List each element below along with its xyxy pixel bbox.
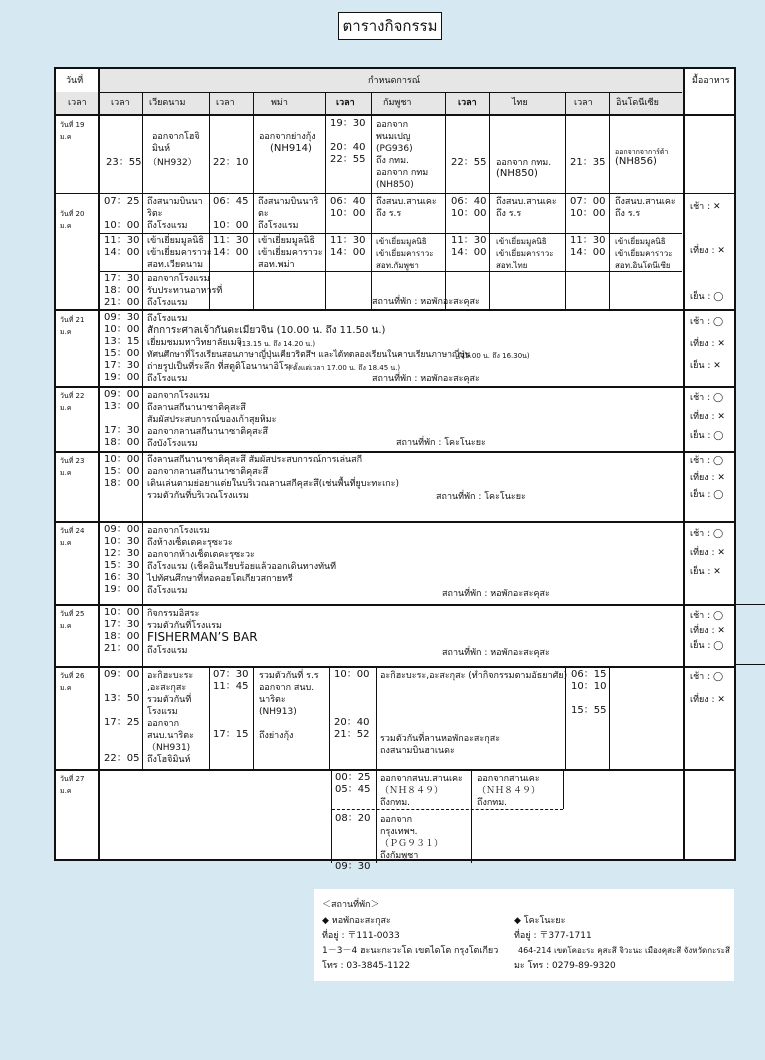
d20a-kh-time: 06：40 10：00 <box>330 196 366 219</box>
d27-time1: 00：25 05：45 <box>335 772 371 795</box>
d21-x1: ถึงโรงแรม <box>147 314 188 324</box>
header-time-id: เวลา <box>574 98 593 108</box>
d20a-mm-text: ถึงสนามบินนาริ ตะ ถึงโรงแรม <box>258 197 319 231</box>
d23-lodging: สถานที่พัก : โคะโนะยะ <box>436 492 526 502</box>
lodging-a-tel: โทร : 03-3845-1122 <box>322 961 411 971</box>
d19-mm-flight: (NH914) <box>270 143 312 154</box>
d20b-vn-time: 11：30 14：00 <box>104 235 140 258</box>
d26a-time: 09：00 13：50 17：25 22：05 <box>104 669 140 764</box>
d20b-id-text: เข้าเยี่ยมมูลนิธิ เข้าเยี่ยมคาราวะ สอท.อินโดนีเซีย <box>615 237 673 270</box>
d19-kh-text: ออกจาก พนมเปญ (PG936) ถึง กทม. ออกจาก กทม (NH850) <box>376 120 429 190</box>
header-country-vn: เวียดนาม <box>149 98 186 108</box>
header-day: วันที่ <box>66 76 84 86</box>
d19-id-flight: (NH856) <box>615 156 657 167</box>
d20a-kh-text: ถึงสนบ.สานเคะ ถึง ร.ร <box>376 197 437 219</box>
d20b-kh-text: เข้าเยี่ยมมูลนิธิ เข้าเยี่ยมคาราวะ สอท.กัมพูชา <box>376 237 434 270</box>
d26b-text: รวมตัวกันที่ ร.ร ออกจาก สนบ. นาริตะ (NH913) ถึงย่างกุ้ง <box>259 671 319 741</box>
header-country-th: ไทย <box>512 98 528 108</box>
day-25: วันที่ 25 ม.ค <box>60 610 85 630</box>
d20a-id-time: 07：00 10：00 <box>570 196 606 219</box>
lodging-b-addr1: ที่อยู่ : 〒377-1711 <box>514 931 592 941</box>
d20b-vn-text: เข้าเยี่ยมมูลนิธิ เข้าเยี่ยมคาราวะ สอท.เวียดนาม <box>147 236 212 270</box>
d21-x3: เยี่ยมชมมหาวิทยาลัยเมจิ <box>147 338 242 348</box>
d20a-vn-text: ถึงสนามบินนา ริตะ ถึงโรงแรม <box>147 197 203 231</box>
d24-lodging: สถานที่พัก : หอพักอะสะคุสะ <box>442 589 550 599</box>
lodging-b-name: ◆ โคะโนะยะ <box>514 916 566 926</box>
schedule-table <box>54 67 736 872</box>
d20a-th-time: 06：40 10：00 <box>451 196 487 219</box>
d21-x6: ถึงโรงแรม <box>147 374 188 384</box>
meal-20-dinner: เย็น : ◯ <box>690 292 724 302</box>
d20b-mm-time: 11：30 14：00 <box>213 235 249 258</box>
day-26: วันที่ 26 ม.ค <box>60 672 85 692</box>
d23-text: ถึงลานสกีนานาซาติคุสะสึ สัมผัสประสบการณ์การเล่นสกี ออกจากลานสกีนานาซาติคุสะสึ เดินเล่นตามย่อยาแต่ยในบริเวณลานสกีคุสะสึ(เช่นพื้นที่ยูบะทะเกะ) รวมตัวกันที่บริเวณโรงแรม <box>147 455 399 501</box>
d20b-mm-text: เข้าเยี่ยมมูลนิธิ เข้าเยี่ยมคาราวะ สอท.พม่า <box>258 236 323 270</box>
d19-id-time: 21：35 <box>570 157 606 168</box>
lodging-info-box <box>314 889 734 981</box>
d20-lodging: สถานที่พัก : หอพักอะสะคุสะ <box>372 297 480 307</box>
lodging-a-addr2: 1－3－4 ฮะนะกะวะโด เขตไดโต กรุงโตเกียว <box>322 946 499 956</box>
d24-time: 09：00 10：30 12：30 15：30 16：30 19：00 <box>104 524 140 595</box>
d27-text1b: ออกจากสานเคะ （ＮＨ８４９） ถึงกทม. <box>477 774 541 808</box>
d26c-text: อะกิฮะบะระ,อะสะกุสะ (ทำกิจกรรมตามอัธยาศัย) <box>380 671 568 681</box>
header-time: เวลา <box>68 98 87 108</box>
lodging-a-addr1: ที่อยู่ : 〒111-0033 <box>322 931 400 941</box>
meal-20-lunch: เที่ยง : ✕ <box>690 246 725 256</box>
d20a-vn-time: 07：25 10：00 <box>104 196 140 231</box>
d21-x4s: (15.00 น. ถึง 16.30น) <box>458 352 530 360</box>
meal-24: เช้า : ◯ เที่ยง : ✕ เย็น : ✕ <box>690 529 725 577</box>
d24-text: ออกจากโรงแรม ถึงห้างเซ็ตเตคะรุซะวะ ออกจากห้างเซ็ตเตคะรุซะวะ ถึงโรงแรม (เช็คอินเรียบร้อยแล้วออกเดินทางทันที ไปทัศนศึกษาที่หอคอยโตเกียวสกายทรี ถึงโรงแรม <box>147 526 337 596</box>
d20a-id-text: ถึงสนบ.สานเคะ ถึง ร.ร <box>615 197 676 219</box>
header-meals: มื้ออาหาร <box>692 76 730 86</box>
d26c-text2: รวมตัวกันที่ลานหอพักอะสะกุสะ ถงสนามบินฮาเนดะ <box>380 734 501 756</box>
page-title: ตารางกิจกรรม <box>338 12 442 40</box>
lodging-heading: ＜สถานที่พัก＞ <box>322 900 380 910</box>
d21-x3s: (13.15 น. ถึง 14.20 น.) <box>239 340 316 348</box>
d19-mm-text: ออกจากย่างกุ้ง <box>259 132 316 142</box>
d19-th-time: 22：55 <box>451 157 487 168</box>
header-schedule: กำหนดการณ์ <box>368 76 421 86</box>
d19-th-flight: (NH850) <box>496 168 538 179</box>
d20c-text: ออกจากโรงแรม รับประทานอาหารที่ ถึงโรงแรม <box>147 274 223 308</box>
meal-23: เช้า : ◯ เที่ยง : ✕ เย็น : ◯ <box>690 456 725 500</box>
d20b-th-time: 11：30 14：00 <box>451 235 487 258</box>
header-country-mm: พม่า <box>271 98 288 108</box>
d27-time2: 08：20 09：30 <box>335 813 371 872</box>
meal-26: เช้า : ◯ เที่ยง : ✕ <box>690 672 725 705</box>
lodging-b-addr2: 464-214 เขตโคอะระ คุสะสึ จิวะนะ เมืองคุสะสึ จังหวัดกะระสึ <box>518 946 730 955</box>
d23-time: 10：00 15：00 18：00 <box>104 454 140 489</box>
d21-x5s: ( ตั้งแต่เวลา 17.00 น. ถึง 18.45 น.) <box>288 364 401 372</box>
header-time-vn: เวลา <box>111 98 130 108</box>
d19-vn-time: 23：55 <box>106 157 142 168</box>
d26b-time: 07：30 11：45 17：15 <box>213 669 249 740</box>
d27-text1: ออกจากสนบ.สานเคะ （ＮＨ８４９） ถึงกทม. <box>380 774 463 808</box>
day-27: วันที่ 27 ม.ค <box>60 775 85 795</box>
d25-lodging: สถานที่พัก : หอพักอะสะคุสะ <box>442 648 550 658</box>
day-20: วันที่ 20 ม.ค <box>60 210 85 230</box>
d25-x1: กิจกรรมอิสระ <box>147 609 200 619</box>
d19-vn-flight: （NH932） <box>148 158 197 168</box>
d25-time: 10：00 17：30 18：00 21：00 <box>104 607 140 654</box>
meal-25: เช้า : ◯ เที่ยง : ✕ เย็น : ◯ <box>690 611 725 651</box>
d20a-th-text: ถึงสนบ.สานเคะ ถึง ร.ร <box>496 197 557 219</box>
d19-vn-text: ออกจากโฮจิ มินห์ <box>152 132 200 154</box>
header-country-id: อินโดนีเซีย <box>616 98 659 108</box>
lodging-b-tel: มะ โทร : 0279-89-9320 <box>514 961 616 971</box>
day-19: วันที่ 19 ม.ค <box>60 121 85 141</box>
d19-id-text: ออกจากจาการ์ต้า <box>615 148 669 156</box>
d20b-id-time: 11：30 14：00 <box>570 235 606 258</box>
d22-time: 09：00 13：00 17：30 18：00 <box>104 389 140 448</box>
d21-time: 09：30 10：00 13：15 15：00 17：30 19：00 <box>104 312 140 383</box>
d21-x4: ทัศนศึกษาที่โรงเรียนสอนภาษาญี่ปุ่นเคียวริตสึฯ และได้ทดลองเรียนในคาบเรียนภาษาญี่ปุ่น <box>147 350 471 360</box>
day-22: วันที่ 22 ม.ค <box>60 392 85 412</box>
meal-20-breakfast: เช้า : ✕ <box>690 202 721 212</box>
d20b-th-text: เข้าเยี่ยมมูลนิธิ เข้าเยี่ยมคาราวะ สอท.ไทย <box>496 237 554 270</box>
d20c-time: 17：30 18：00 21：00 <box>104 273 140 308</box>
d26d-time: 06：15 10：10 15：55 <box>571 669 607 716</box>
header-country-kh: กัมพูชา <box>383 98 412 108</box>
d20a-mm-time: 06：45 10：00 <box>213 196 249 231</box>
day-24: วันที่ 24 ม.ค <box>60 527 85 547</box>
d19-mm-time: 22：10 <box>213 157 249 168</box>
header-time-kh: เวลา <box>336 98 355 108</box>
header-time-th: เวลา <box>458 98 477 108</box>
meal-21: เช้า : ◯ เที่ยง : ✕ เย็น : ✕ <box>690 317 725 371</box>
d26c-time: 10：00 20：40 21：52 <box>334 669 370 740</box>
lodging-a-name: ◆ หอพักอะสะกุสะ <box>322 916 391 926</box>
header-time-mm: เวลา <box>216 98 235 108</box>
d22-text: ออกจากโรงแรม ถึงลานสกีนานาซาติคุสะสึ สัมผัสประสบการณ์ของเก้าสุยหิมะ ออกจากลานสกีนานาซาติคุสะสึ ถึงบังโรงแรม <box>147 391 277 449</box>
meal-22: เช้า : ◯ เที่ยง : ✕ เย็น : ◯ <box>690 393 725 441</box>
d19-th-text: ออกจาก กทม. <box>496 158 552 168</box>
day-21: วันที่ 21 ม.ค <box>60 316 85 336</box>
d20b-kh-time: 11：30 14：00 <box>330 235 366 258</box>
d19-kh-times: 19：30 20：40 22：55 <box>330 118 366 165</box>
day-23: วันที่ 23 ม.ค <box>60 457 85 477</box>
d25-x2: รวมตัวกันที่โรงแรม <box>147 621 222 631</box>
d26a-text: อะกิฮะบะระ ,อะสะกุสะ รวมตัวกันที่ โรงแรม ออกจาก สนบ.นาริตะ （NH931) ถึงโฮจิมินห์ <box>147 671 194 765</box>
d25-x3: FISHERMAN’S BAR <box>147 630 258 644</box>
d22-lodging: สถานที่พัก : โคะโนะยะ <box>396 438 486 448</box>
d25-x4: ถึงโรงแรม <box>147 646 188 656</box>
d21-lodging: สถานที่พัก : หอพักอะสะคุสะ <box>372 374 480 384</box>
d27-text2: ออกจาก กรุงเทพฯ. （ＰＧ９３１） ถึงกัมพูชา <box>380 815 444 861</box>
d21-x5: ถ่ายรูปเป็นที่ระลึก ที่สตูดิโอนานาอิโระ <box>147 362 294 372</box>
d21-x2: สักการะศาลเจ้ากันดะเมียวจิน (10.00 น. ถึง 11.50 น.) <box>147 325 386 336</box>
